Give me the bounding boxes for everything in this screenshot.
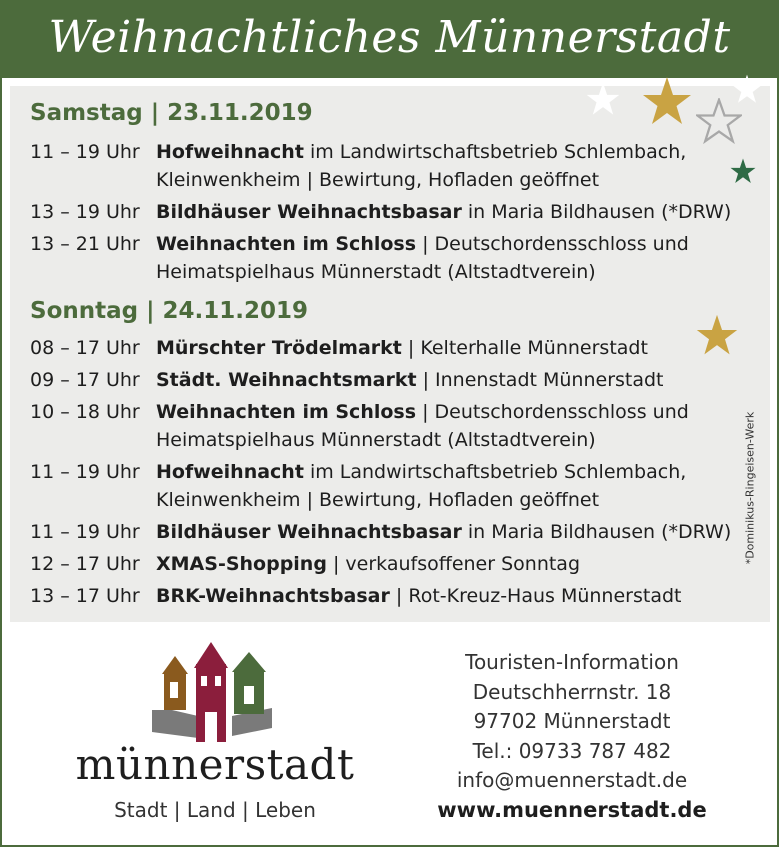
- footnote-text: *Dominikus-Ringeisen-Werk: [743, 411, 757, 565]
- event-row: [30, 230, 689, 283]
- event-name: Städt. Weihnachtsmarkt: [156, 369, 417, 391]
- town-logo-icon: [152, 642, 278, 742]
- event-time: 11 – 19 Uhr: [30, 521, 140, 543]
- logo-wordmark: münnerstadt: [75, 740, 355, 789]
- event-time: 10 – 18 Uhr: [30, 401, 140, 423]
- event-details-continued: Kleinwenkheim | Bewirtung, Hofladen geöffnet: [156, 489, 600, 511]
- event-name: Weihnachten im Schloss: [156, 401, 417, 423]
- green-star-icon: [730, 158, 756, 184]
- event-details: | verkaufsoffener Sonntag: [326, 553, 581, 575]
- logo-tagline: Stadt | Land | Leben: [114, 798, 316, 822]
- footer: [2, 622, 777, 845]
- event-name: Bildhäuser Weihnachtsbasar: [156, 201, 462, 223]
- event-details: | Innenstadt Münnerstadt: [416, 369, 664, 391]
- gold-star-icon: [642, 76, 692, 126]
- contact-block: [422, 648, 722, 825]
- contact-city: 97702 Münnerstadt: [473, 709, 671, 733]
- event-row: [30, 334, 648, 362]
- event-name: Hofweihnacht: [156, 141, 304, 163]
- event-details: | Rot-Kreuz-Haus Münnerstadt: [389, 585, 682, 607]
- footnote-vertical: [741, 398, 759, 578]
- event-time: 12 – 17 Uhr: [30, 553, 140, 575]
- contact-street: Deutschherrnstr. 18: [472, 679, 672, 704]
- event-time: 13 – 21 Uhr: [30, 233, 140, 255]
- event-details-continued: Heimatspielhaus Münnerstadt (Altstadtverein): [156, 429, 596, 451]
- event-name: Mürschter Trödelmarkt: [156, 337, 402, 359]
- contact-office: Touristen-Information: [465, 650, 679, 674]
- event-row: [30, 198, 731, 226]
- event-name: Weihnachten im Schloss: [156, 233, 417, 255]
- event-name: XMAS-Shopping: [156, 553, 327, 575]
- event-row: [30, 550, 580, 578]
- day-heading-saturday: Samstag | 23.11.2019: [30, 100, 313, 126]
- event-details-continued: Kleinwenkheim | Bewirtung, Hofladen geöffnet: [156, 169, 600, 191]
- event-row: [30, 138, 687, 191]
- white-star-icon: [586, 82, 620, 116]
- event-name: BRK-Weihnachtsbasar: [156, 585, 390, 607]
- contact-email[interactable]: info@muennerstadt.de: [456, 768, 688, 792]
- event-time: 09 – 17 Uhr: [30, 369, 140, 391]
- title-banner: [2, 2, 777, 78]
- event-row: [30, 366, 664, 394]
- event-time: 11 – 19 Uhr: [30, 141, 140, 163]
- event-row: [30, 518, 731, 546]
- event-details: in Maria Bildhausen (*DRW): [461, 521, 732, 543]
- event-row: [30, 458, 687, 511]
- event-details-continued: Heimatspielhaus Münnerstadt (Altstadtverein): [156, 261, 596, 283]
- event-details: | Deutschordensschloss und: [416, 401, 689, 423]
- event-details: | Kelterhalle Münnerstadt: [401, 337, 648, 359]
- white-star-small-icon: [732, 74, 762, 104]
- event-time: 13 – 19 Uhr: [30, 201, 140, 223]
- event-name: Hofweihnacht: [156, 461, 304, 483]
- event-time: 08 – 17 Uhr: [30, 337, 140, 359]
- event-row: [30, 398, 689, 451]
- event-name: Bildhäuser Weihnachtsbasar: [156, 521, 462, 543]
- event-details: im Landwirtschaftsbetrieb Schlembach,: [303, 141, 687, 163]
- event-time: 11 – 19 Uhr: [30, 461, 140, 483]
- day-heading-sunday: Sonntag | 24.11.2019: [30, 298, 309, 324]
- website-link[interactable]: www.muennerstadt.de: [437, 797, 707, 822]
- event-time: 13 – 17 Uhr: [30, 585, 140, 607]
- schedule-panel: [10, 86, 770, 622]
- page-title: Weihnachtliches Münnerstadt: [48, 12, 731, 63]
- event-row: [30, 582, 681, 610]
- event-details: im Landwirtschaftsbetrieb Schlembach,: [303, 461, 687, 483]
- contact-phone: Tel.: 09733 787 482: [472, 738, 672, 763]
- gold-star-lower-icon: [696, 314, 738, 356]
- outline-star-icon: [696, 98, 742, 144]
- event-details: | Deutschordensschloss und: [416, 233, 689, 255]
- event-details: in Maria Bildhausen (*DRW): [461, 201, 732, 223]
